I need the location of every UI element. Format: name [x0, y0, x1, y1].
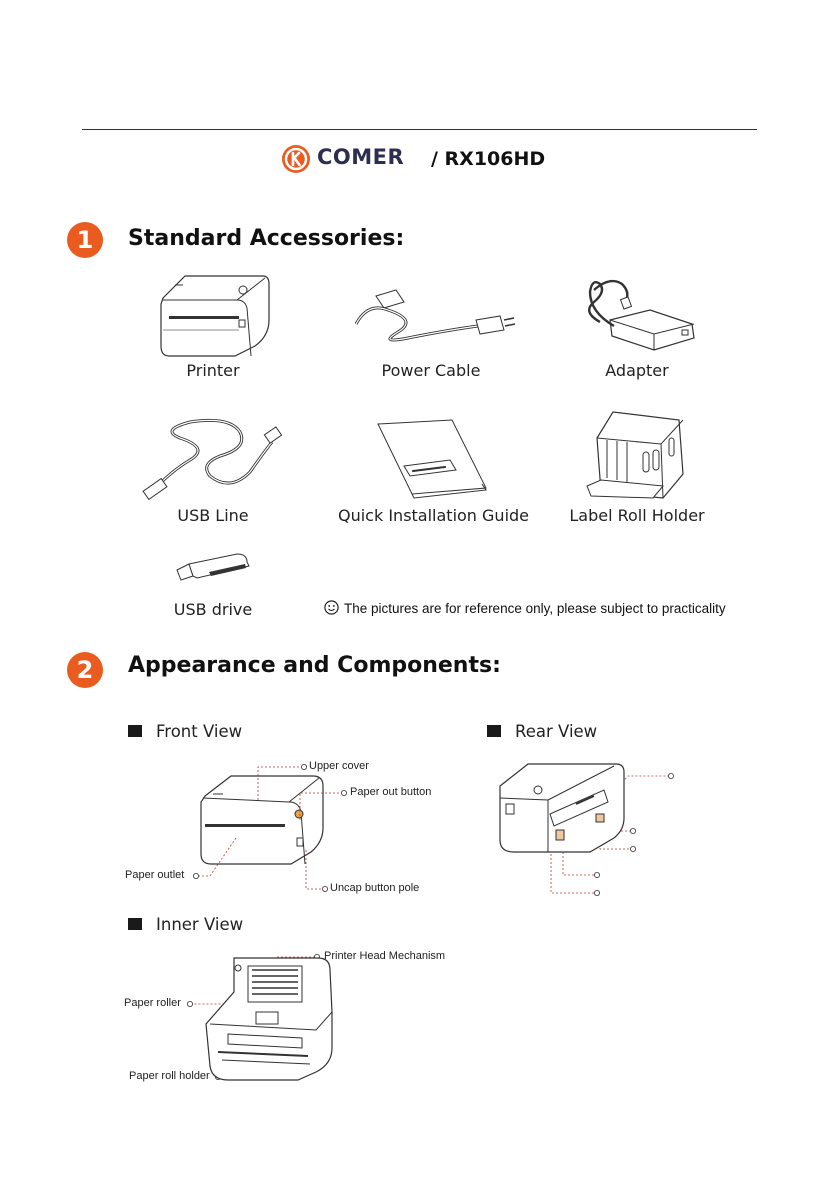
- bullet-square-icon: [487, 725, 501, 737]
- inner-view-printer-icon: [198, 952, 338, 1084]
- section-number-2: 2: [67, 652, 103, 688]
- callout-paper-roller: Paper roller: [124, 997, 181, 1009]
- accessory-label: Printer: [186, 361, 240, 380]
- callout-upper-cover: Upper cover: [309, 760, 369, 772]
- front-view-title: Front View: [156, 722, 243, 741]
- accessory-label: Quick Installation Guide: [338, 506, 530, 525]
- bullet-square-icon: [128, 918, 142, 930]
- rear-view-title: Rear View: [515, 722, 598, 741]
- rear-view-printer-icon: [494, 760, 629, 855]
- accessory-label: USB drive: [173, 600, 253, 619]
- accessory-label: Adapter: [605, 361, 669, 380]
- callout-uncap-button-pole: Uncap button pole: [330, 882, 420, 894]
- rear-view-heading: [487, 722, 597, 741]
- callout-paper-roll-holder: Paper roll holder: [129, 1070, 210, 1082]
- callout-paper-outlet: Paper outlet: [125, 869, 185, 881]
- callout-printer-head-mechanism: Printer Head Mechanism: [324, 950, 446, 962]
- accessory-label: Label Roll Holder: [569, 506, 705, 525]
- inner-view-title: Inner View: [156, 915, 244, 934]
- disclaimer-note: The pictures are for reference only, please subject to practicality: [344, 601, 726, 616]
- callout-paper-out-button: Paper out button: [350, 786, 432, 798]
- accessory-label: Power Cable: [381, 361, 481, 380]
- accessory-label: USB Line: [177, 506, 249, 525]
- section-title-appearance: Appearance and Components:: [128, 653, 501, 678]
- inner-view-heading: [128, 915, 243, 934]
- section-title-accessories: Standard Accessories:: [128, 226, 405, 251]
- model-name: / RX106HD: [431, 148, 546, 170]
- section-number-1: 1: [67, 222, 103, 258]
- brand-name: COMER: [317, 145, 405, 169]
